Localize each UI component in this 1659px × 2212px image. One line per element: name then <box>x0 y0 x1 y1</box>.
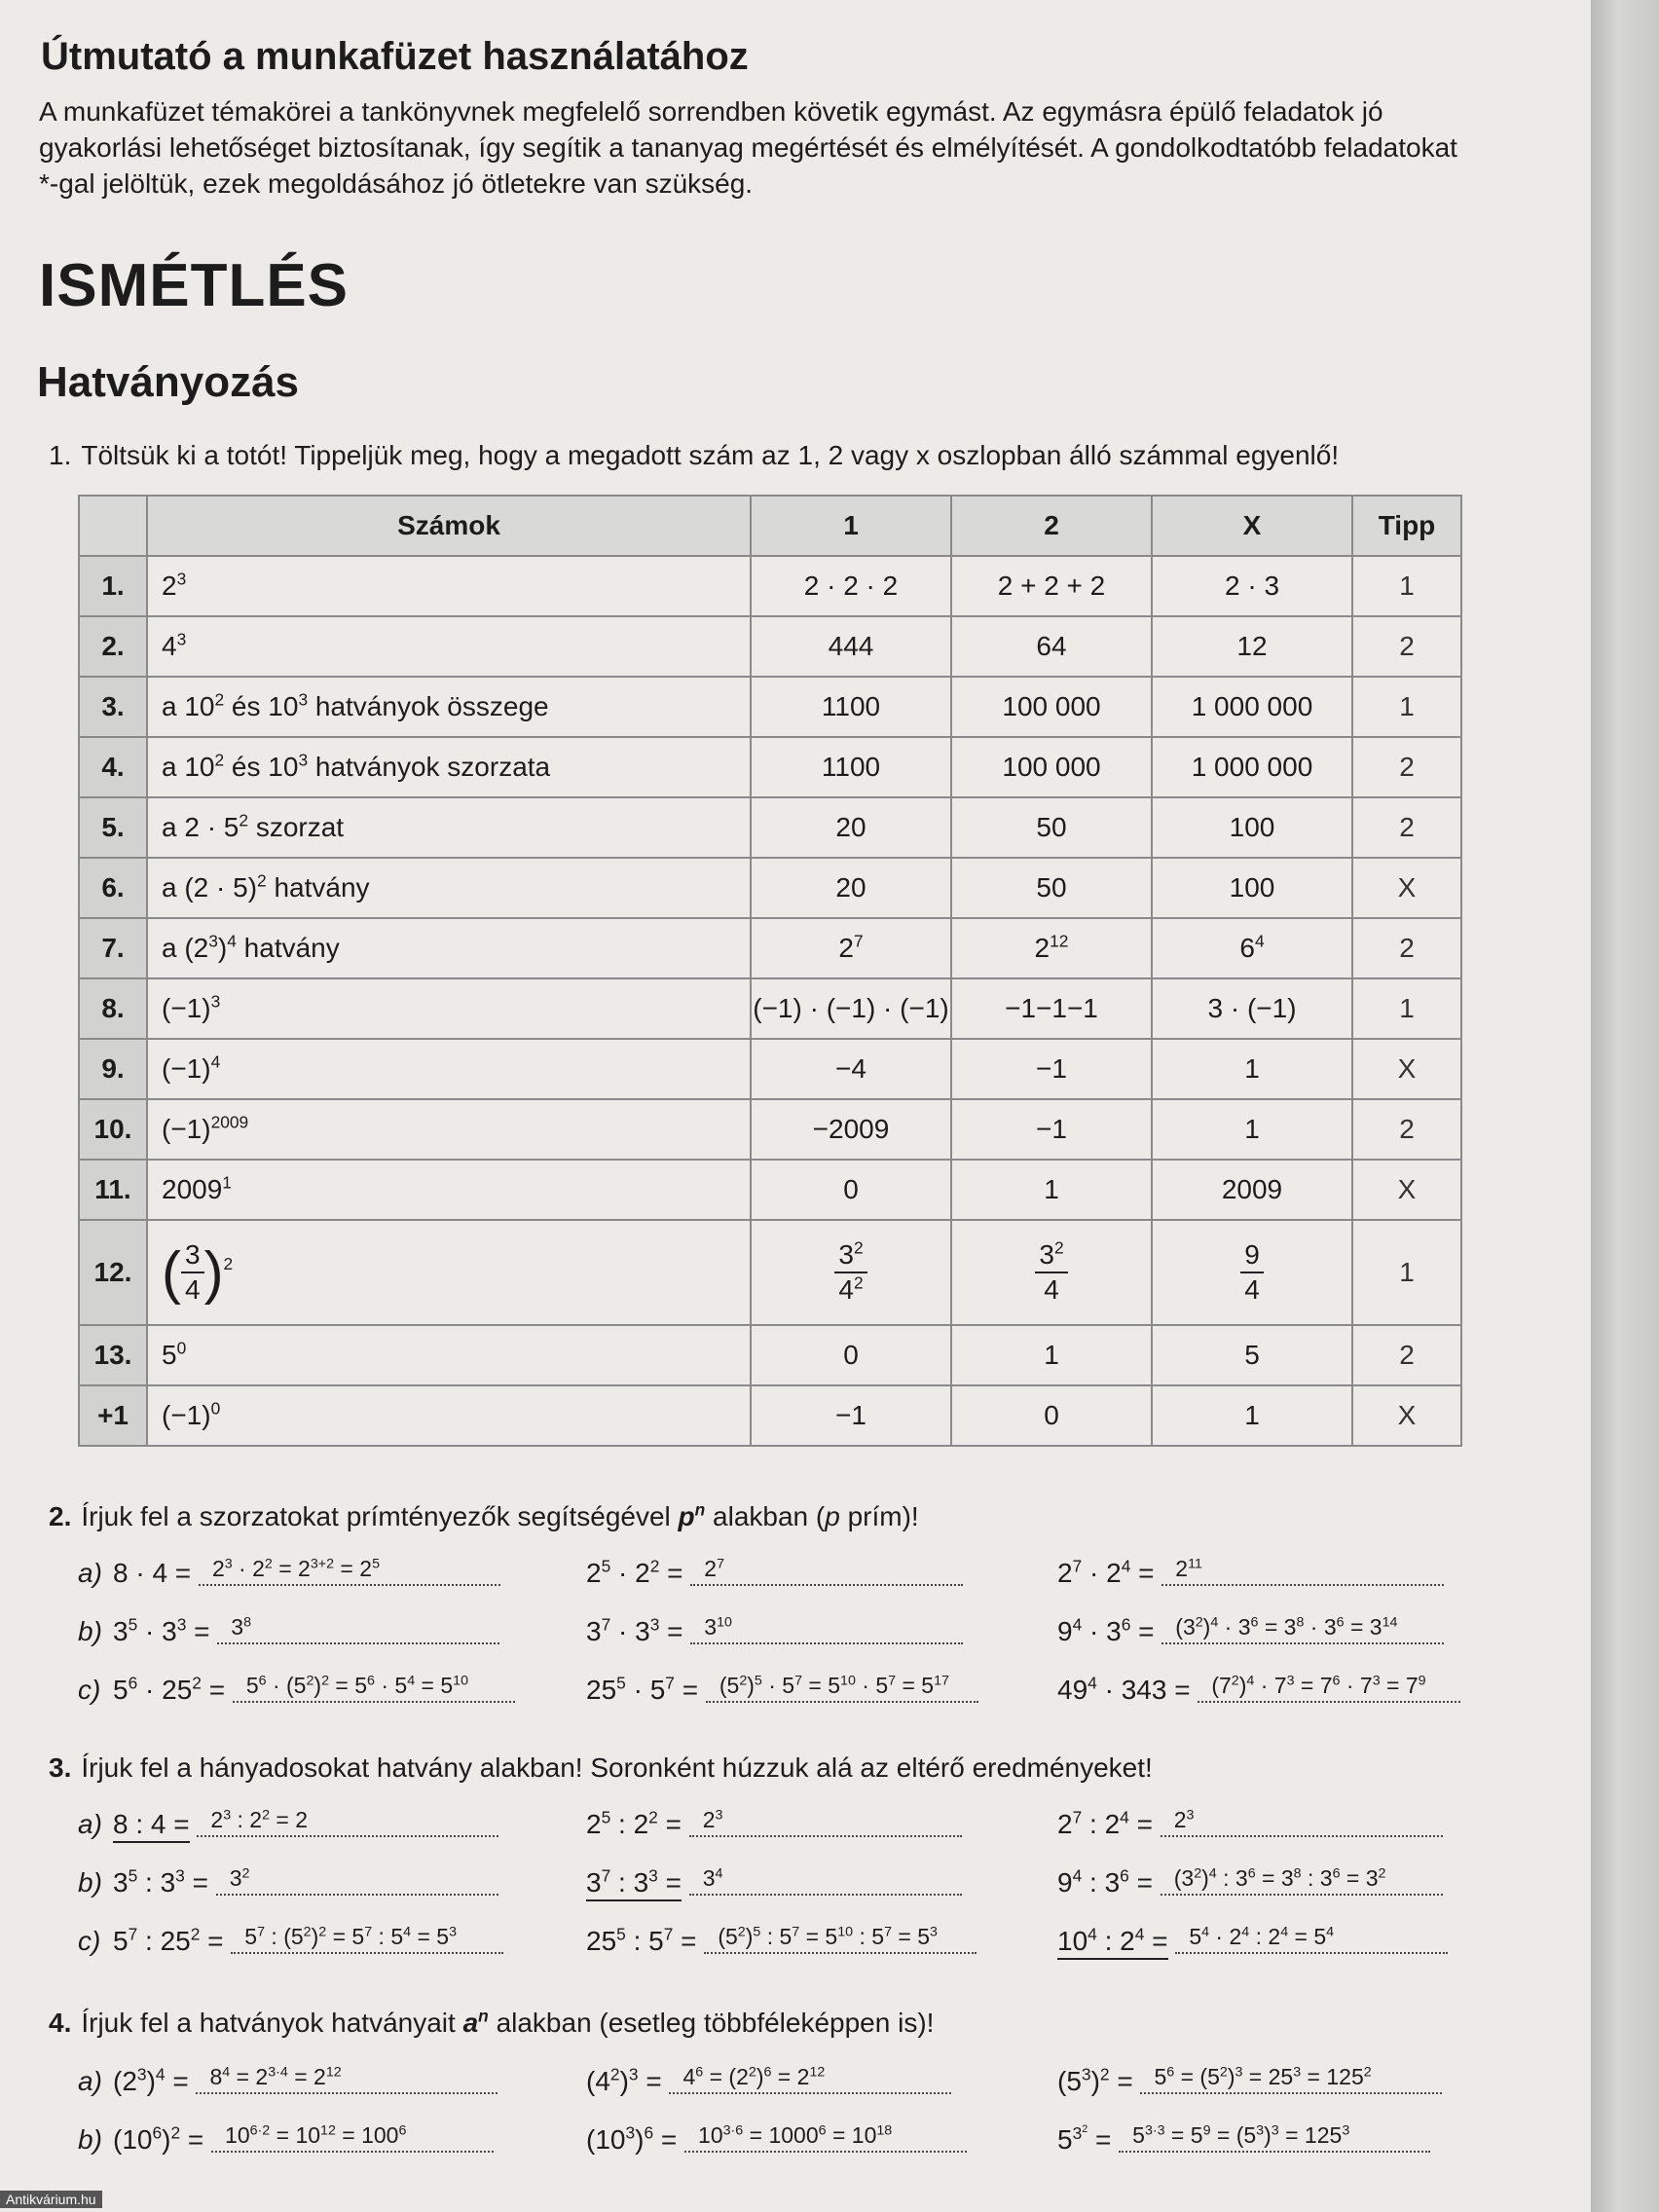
task4-a-2: $(4^2)^3 = 4^6 = (2^2)^6 = 2^{12}$ <box>586 2066 951 2100</box>
table-row: 6. a $(2 \cdot 5)^2$ hatvány 20 50 100 X <box>79 858 1461 918</box>
book-spine <box>1591 0 1659 2212</box>
task2-a-3: $2^7 \cdot 2^4 = 2^{11}$ <box>1057 1558 1444 1592</box>
task4-b-3: $5^{3^2} = 5^{3\cdot 3} = 5^9 = (5^3)^3 = 125^3$ <box>1057 2124 1430 2158</box>
task3-a-3: $2^7$ : $2^4 = 2^3$ <box>1057 1809 1443 1843</box>
table-row: 10. $(-1)^{2009}$ −2009 −1 1 2 <box>79 1099 1461 1160</box>
table-row: 13. $5^0$ 0 1 5 2 <box>79 1325 1461 1385</box>
table-row: +1 $(-1)^0$ −1 0 1 X <box>79 1385 1461 1446</box>
task4-b-1: b) $(10^6)^2 = 10^{6\cdot 2} = 10^{12} = 100^6$ <box>78 2124 494 2158</box>
task3-a-2: $2^5$ : $2^2 = 2^3$ <box>586 1809 962 1843</box>
task3-heading: 3. Írjuk fel a hányadosokat hatvány alakban! Soronként húzzuk alá az eltérő eredményeket! <box>49 1752 1153 1783</box>
header-col1: 1 <box>751 496 951 556</box>
header-szamok: Számok <box>147 496 751 556</box>
table-row: 2. $4^3$ 444 64 12 2 <box>79 616 1461 677</box>
table-row: 12. ( $\frac{3}{4}$ )$^2$ $\frac{3^2}{4^2}$ $\frac{3^2}{4}$ $\frac{9}{4}$ 1 <box>79 1220 1461 1325</box>
task2-c-1: c) $5^6 \cdot 25^2 = 5^6 \cdot (5^2)^2 = 5^6 \cdot 5^4 = 5^{10}$ <box>78 1675 515 1709</box>
task2-a-1: a) $8 \cdot 4 = 2^3 \cdot 2^2 = 2^{3+2} = 2^5$ <box>78 1558 500 1592</box>
table-row: 5. a $2 \cdot 5^2$ szorzat 20 50 100 2 <box>79 797 1461 858</box>
task4-b-2: $(10^3)^6 = 10^{3\cdot 6} = 1000^6 = 10^{18}$ <box>586 2124 967 2158</box>
task2-c-3: $49^4 \cdot 343 = (7^2)^4 \cdot 7^3 = 7^6 \cdot 7^3 = 7^9$ <box>1057 1675 1460 1709</box>
table-row: 11. 2009$^1$ 0 1 2009 X <box>79 1160 1461 1220</box>
task3-b-2: $3^7$ : $3^3 = 3^4$ <box>586 1867 962 1901</box>
table-row: 1. $2^3$ 2 · 2 · 2 2 + 2 + 2 2 · 3 1 <box>79 556 1461 616</box>
task2-b-1: b) $3^5 \cdot 3^3 = 3^8$ <box>78 1616 499 1650</box>
task2-b-2: $3^7 \cdot 3^3 = 3^{10}$ <box>586 1616 963 1650</box>
guide-title: Útmutató a munkafüzet használatához <box>41 35 749 78</box>
header-tipp: Tipp <box>1352 496 1461 556</box>
header-col2: 2 <box>951 496 1152 556</box>
task1-text: Töltsük ki a totót! Tippeljük meg, hogy a megadott szám az 1, 2 vagy x oszlopban álló számmal egyenlő! <box>81 440 1340 470</box>
header-colx: X <box>1152 496 1352 556</box>
task3-c-3: $10^4$ : $2^4 = 5^4 \cdot 2^4$ : $2^4 = 5^4$ <box>1057 1926 1448 1960</box>
task2-b-3: $9^4 \cdot 3^6 = (3^2)^4 \cdot 3^6 = 3^8 \cdot 3^6 = 3^{14}$ <box>1057 1616 1444 1650</box>
table-row: 8. $(-1)^3$ (−1) · (−1) · (−1) −1−1−1 3 · (−1) 1 <box>79 978 1461 1039</box>
watermark-footer: Antikvárium.hu <box>0 2191 102 2208</box>
task1-heading <box>49 440 1339 471</box>
section-title: ISMÉTLÉS <box>39 252 350 319</box>
task3-a-1: a) 8 : $4 = 2^3$ : $2^2 = 2$ <box>78 1809 498 1843</box>
task3-b-1: b) $3^5$ : $3^3 = 3^2$ <box>78 1867 498 1901</box>
task4-heading: 4. Írjuk fel a hatványok hatványait $a^n$ alakban (esetleg többféleképpen is)! <box>49 2006 935 2038</box>
task2-c-2: $25^5 \cdot 5^7 = (5^2)^5 \cdot 5^7 = 5^{10} \cdot 5^7 = 5^{17}$ <box>586 1675 978 1709</box>
table-row: 7. a $(2^3)^4$ hatvány $2^7$ $2^{12}$ $6^4$ 2 <box>79 918 1461 978</box>
table-header-row <box>79 496 1461 556</box>
table-row: 4. a $10^2$ és $10^3$ hatványok szorzata 1100 100 000 1 000 000 2 <box>79 737 1461 797</box>
intro-paragraph: A munkafüzet témakörei a tankönyvnek megfelelő sorrendben követik egymást. Az egymásra épülő feladatok jó gyakorlási lehetőséget biztosítanak, így segítik a tananyag megértését és elmélyítését. A gondolkodtatóbb feladatokat *-gal jelöltük, ezek megoldásához jó ötletekre van szükség. <box>39 96 1457 199</box>
task1-number: 1. <box>49 440 72 470</box>
task4-a-1: a) $(2^3)^4 = 8^4 = 2^{3\cdot 4} = 2^{12}$ <box>78 2066 498 2100</box>
subsection-title: Hatványozás <box>37 358 300 406</box>
task3-c-1: c) $5^7$ : $25^2 = 5^7$ : $(5^2)^2 = 5^7$ : $5^4 = 5^3$ <box>78 1926 503 1960</box>
task3-b-3: $9^4$ : $3^6 = (3^2)^4$ : $3^6 = 3^8$ : $3^6 = 3^2$ <box>1057 1867 1443 1901</box>
task4-a-3: $(5^3)^2 = 5^6 = (5^2)^3 = 25^3 = 125^2$ <box>1057 2066 1442 2100</box>
task2-heading: 2. Írjuk fel a szorzatokat prímtényezők segítségével $p^n$ alakban (p prím)! <box>49 1499 919 1531</box>
toto-table <box>78 495 1462 1447</box>
table-row: 9. $(-1)^4$ −4 −1 1 X <box>79 1039 1461 1099</box>
task2-a-2: $2^5 \cdot 2^2 = 2^7$ <box>586 1558 963 1592</box>
task3-c-2: $25^5$ : $5^7 = (5^2)^5$ : $5^7 = 5^{10}$ : $5^7 = 5^3$ <box>586 1926 977 1960</box>
table-row: 3. a $10^2$ és $10^3$ hatványok összege 1100 100 000 1 000 000 1 <box>79 677 1461 737</box>
